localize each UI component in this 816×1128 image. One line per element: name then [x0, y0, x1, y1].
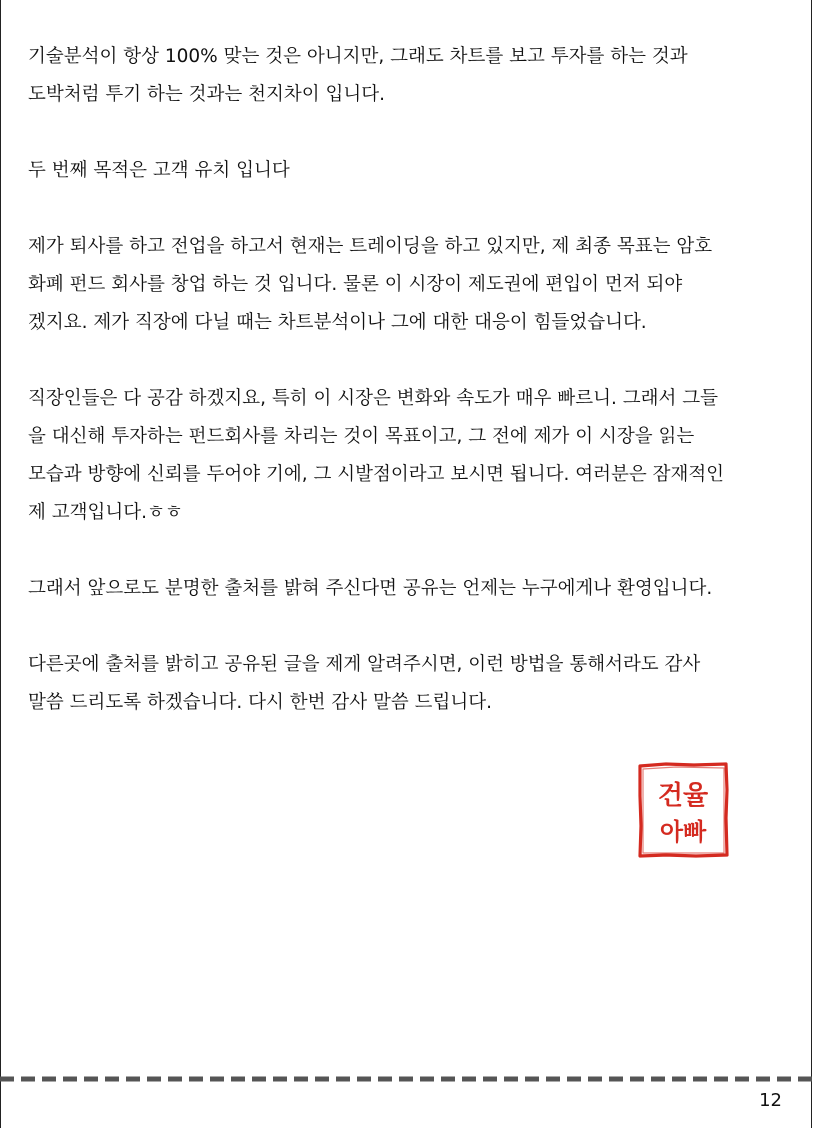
footer-divider — [0, 1076, 812, 1082]
paragraph-spacer — [28, 532, 798, 570]
seal-text-line2: 아빠 — [659, 818, 707, 846]
paragraph-fund-goal: 제가 퇴사를 하고 전업을 하고서 현재는 트레이딩을 하고 있지만, 제 최종 목표는 암호 화폐 펀드 회사를 창업 하는 것 입니다. 물론 이 시장이 제도권에 편입이 먼저 되야 겠지요. 제가 직장에 다닐 때는 차트분석이나 그에 대한 대응이 힘들었습니다. — [28, 236, 713, 333]
document-body — [28, 38, 798, 722]
paragraph-thanks: 다른곳에 출처를 밝히고 공유된 글을 제게 알려주시면, 이런 방법을 통해서라도 감사 말씀 드리도록 하겠습니다. 다시 한번 감사 말씀 드립니다. — [28, 654, 701, 713]
paragraph-workers: 직장인들은 다 공감 하겠지요, 특히 이 시장은 변화와 속도가 매우 빠르니. 그래서 그들 을 대신해 투자하는 펀드회사를 차리는 것이 목표이고, 그 전에 제가 이 시장을 읽는 모습과 방향에 신뢰를 두어야 기에, 그 시발점이라고 보시면 됩니다. 여러분은 잠재적인 제 고객입니다.ㅎㅎ — [28, 388, 725, 523]
paragraph-spacer — [28, 608, 798, 646]
paragraph-technical-analysis: 기술분석이 항상 100% 맞는 것은 아니지만, 그래도 차트를 보고 투자를 하는 것과 도박처럼 투기 하는 것과는 천지차이 입니다. — [28, 46, 688, 105]
paragraph-spacer — [28, 342, 798, 380]
paragraph-second-purpose: 두 번째 목적은 고객 유치 입니다 — [28, 160, 290, 181]
seal-text-line1: 건율 — [657, 781, 709, 811]
page-number: 12 — [759, 1090, 782, 1111]
paragraph-spacer — [28, 190, 798, 228]
paragraph-sharing: 그래서 앞으로도 분명한 출처를 밝혀 주신다면 공유는 언제는 누구에게나 환영입니다. — [28, 578, 713, 599]
signature-seal — [636, 760, 730, 860]
paragraph-spacer — [28, 114, 798, 152]
